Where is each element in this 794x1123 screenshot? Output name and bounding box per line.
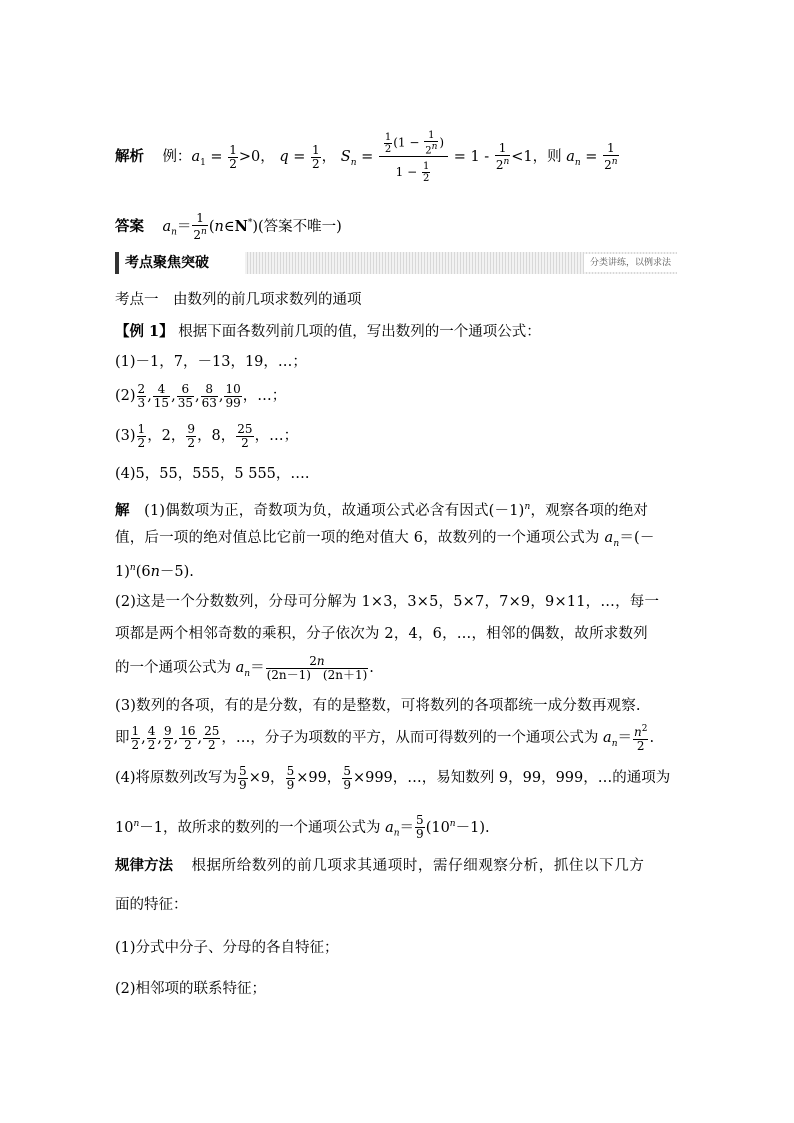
gt-zero: >0， (238, 149, 275, 166)
solution-p4-b: …，易知数列 9，99，999，…的通项为 (407, 770, 671, 786)
q-fraction: $\frac{1}{2}$ (312, 142, 320, 171)
example-prompt-line (115, 322, 541, 342)
lt-one-then: <1，则 (511, 149, 562, 166)
p4-item-3: ×999， (352, 770, 408, 786)
p4-item-1: ×9， (248, 770, 285, 786)
p4-item-2: ×99， (296, 770, 342, 786)
item3-frac-2: $\frac{9}{2}$ (187, 421, 196, 450)
solution-p1-line2: 值，后一项的绝对值总比它前一项的绝对值大 6，故数列的一个通项公式为 (115, 530, 600, 546)
method-line1-text: 根据所给数列的前几项求其通项时，需仔细观察分析，抓住以下几方 (191, 858, 645, 874)
item2-prefix: (2) (115, 388, 136, 404)
a1-fraction: $\frac{1}{2}$ (229, 142, 237, 171)
item3-mid-2: ，8， (197, 428, 236, 444)
answer-line: 答案 $a_n=$ $\frac{1}{2^n}$ (n∈N*)(答案不唯一) (115, 210, 342, 242)
an-fraction: $\frac{1}{2^n}$ (604, 141, 618, 173)
method-label: 规律方法 (115, 857, 173, 874)
p3-frac-1: $\frac{1}{2}$ (131, 723, 140, 752)
solution-p3-line2: 即 $\frac{1}{2}$ , $\frac{4}{2}$ , $\frac{9}{2}$ , $\frac{16}{2}$ , $\frac{25}{2}$ ，…，分子为项数的平方，从而可得数列的一个通项公式为 $a_n=$ $\frac{n^2}{2}$ . (115, 723, 655, 753)
p4-final-fraction: $\frac{5}{9}$ (416, 813, 424, 842)
solution-line-2: 值，后一项的绝对值总比它前一项的绝对值大 6，故数列的一个通项公式为 $a_n=(-$ (115, 530, 655, 549)
solution-p1-line3-c: －5). (159, 563, 194, 580)
item3-suffix: ，…； (254, 428, 299, 444)
method-line-1 (115, 856, 644, 876)
answer-fraction: $\frac{1}{2^n}$ (193, 210, 207, 242)
item3-mid-1: ，2， (147, 428, 186, 444)
solution-line-1: 解 (1)偶数项为正，奇数项为负，故通项公式必含有因式$(-1)^n$，观察各项的绝对 (115, 501, 649, 519)
answer-paren: ( (208, 218, 215, 235)
solution-p1-a: (1)偶数项为正，奇数项为负，故通项公式必含有因式(－1) (144, 502, 525, 519)
example-item-1: (1)－1，7，－13，19，…； (115, 354, 307, 370)
example-item-3 (115, 418, 298, 454)
p3-frac-4: $\frac{16}{2}$ (180, 723, 196, 752)
section-banner (115, 252, 677, 274)
p3-frac-2: $\frac{4}{2}$ (147, 723, 156, 752)
analysis-example: 例： (162, 149, 192, 166)
solution-p1-line2-end: ＝(－ (619, 530, 655, 546)
solution-p4-f: －1). (455, 819, 490, 836)
solution-p2-line2: 项都是两个相邻奇数的乘积，分子依次为 2，4，6，…，相邻的偶数，故所求数列 (115, 626, 648, 642)
example-prompt: 根据下面各数列前几项的值，写出数列的一个通项公式： (178, 324, 541, 340)
eq-one-minus: = 1 - (453, 149, 490, 166)
analysis-label: 解析 (115, 148, 144, 166)
item2-frac-1: $\frac{2}{3}$ (137, 381, 146, 410)
item2-frac-5: $\frac{10}{99}$ (225, 381, 241, 410)
solution-p3-mid: ，…，分子为项数的平方，从而可得数列的一个通项公式为 (221, 730, 599, 746)
p3-frac-5: $\frac{25}{2}$ (204, 723, 220, 752)
solution-p1-b: ，观察各项的绝对 (530, 502, 649, 519)
comma: ， (321, 149, 337, 166)
solution-label: 解 (115, 501, 130, 519)
item2-frac-3: $\frac{6}{35}$ (177, 381, 193, 410)
solution-p2-line1: (2)这是一个分数数列，分母可分解为 1×3，3×5，5×7，7×9，9×11，…，每一 (115, 594, 660, 610)
item2-suffix: ，…； (242, 388, 287, 404)
p4-frac-2: $\frac{5}{9}$ (286, 763, 295, 792)
solution-p1-line3: 1) (115, 563, 130, 580)
example-item-2: (2) $\frac{2}{3}$ , $\frac{4}{15}$ , $\frac{6}{35}$ , $\frac{8}{63}$ , $\frac{10}{99}$ ，…； (115, 381, 287, 410)
p3-frac-3: $\frac{9}{2}$ (164, 723, 172, 752)
solution-p4-line1 (115, 760, 670, 796)
banner-subtitle: 分类讲练，以例求法 (584, 254, 677, 272)
solution-p4-a: (4)将原数列改写为 (115, 770, 238, 786)
p3-final-fraction: $\frac{n^2}{2}$ (633, 724, 648, 753)
analysis-line: 解析 例：$a_1$ = $\frac{1}{2}$ >0， q = $\frac{1}{2}$ ， $S_n$ = $\frac{1}{2}$ (1 − $\frac{1}{2^n}$ ) 1 − $\frac{1}{2}$ = 1 - $\frac{1}{2^n}$ <1，则 $a_n$ = $\frac{1}{2^n}$ (115, 130, 618, 185)
solution-p3-prefix: 即 (115, 730, 130, 746)
method-item-2: (2)相邻项的联系特征； (115, 981, 267, 997)
method-line-2: 面的特征： (115, 897, 188, 913)
answer-natural-set: N (234, 217, 248, 235)
solution-p4-d: －1，故所求的数列的一个通项公式为 (139, 819, 381, 836)
sn-den-fraction: $\frac{1}{2}$ (422, 161, 430, 185)
answer-label: 答案 (115, 217, 144, 235)
solution-p4-line2: $10^n-1$，故所求的数列的一个通项公式为 $a_n=$ $\frac{5}{9}$ $(10^n-1)$. (115, 813, 490, 842)
solution-line-3: 1)$^n$(6n－5). (115, 563, 194, 580)
one-over-2n-fraction: $\frac{1}{2^n}$ (495, 141, 510, 173)
solution-p4-e: (10 (425, 819, 450, 836)
solution-p2-fraction: $\frac{2n}{(2n-1) (2n+1)}$ (266, 653, 368, 682)
solution-p2-line3: 的一个通项公式为 $a_n=$ $\frac{2n}{(2n-1) (2n+1)}$ . (115, 653, 374, 682)
method-item-1: (1)分式中分子、分母的各自特征； (115, 940, 339, 956)
solution-p3-line1: (3)数列的各项，有的是分数，有的是整数，可将数列的各项都统一成分数再观察. (115, 698, 641, 714)
solution-p2-line3-text: 的一个通项公式为 (115, 660, 231, 676)
sn-inner-fraction: $\frac{1}{2^n}$ (425, 130, 438, 157)
item3-prefix: (3) (115, 428, 136, 444)
section-title: 考点一 由数列的前几项求数列的通项 (115, 292, 362, 308)
answer-note: )(答案不唯一) (252, 218, 342, 235)
answer-in: ∈ (223, 218, 235, 235)
answer-star: * (247, 218, 253, 228)
p4-frac-1: $\frac{5}{9}$ (239, 763, 247, 792)
solution-p4-c: 10 (115, 819, 134, 836)
sn-num-fraction: $\frac{1}{2}$ (384, 131, 392, 155)
item3-frac-3: $\frac{25}{2}$ (237, 421, 253, 450)
sn-fraction: $\frac{1}{2}$ (1 − $\frac{1}{2^n}$ ) 1 − $\frac{1}{2}$ (379, 130, 448, 184)
example-item-4: (4)5，55，555，5 555，…. (115, 466, 310, 482)
solution-p1-line3-b: (6 (135, 563, 151, 580)
banner-title: 考点聚焦突破 (115, 252, 245, 274)
p4-frac-3: $\frac{5}{9}$ (343, 763, 351, 792)
item3-frac-1: $\frac{1}{2}$ (137, 421, 146, 450)
item2-frac-4: $\frac{8}{63}$ (201, 381, 217, 410)
item2-frac-2: $\frac{4}{15}$ (153, 381, 170, 410)
example-tag: 【例 1】 (115, 323, 174, 340)
